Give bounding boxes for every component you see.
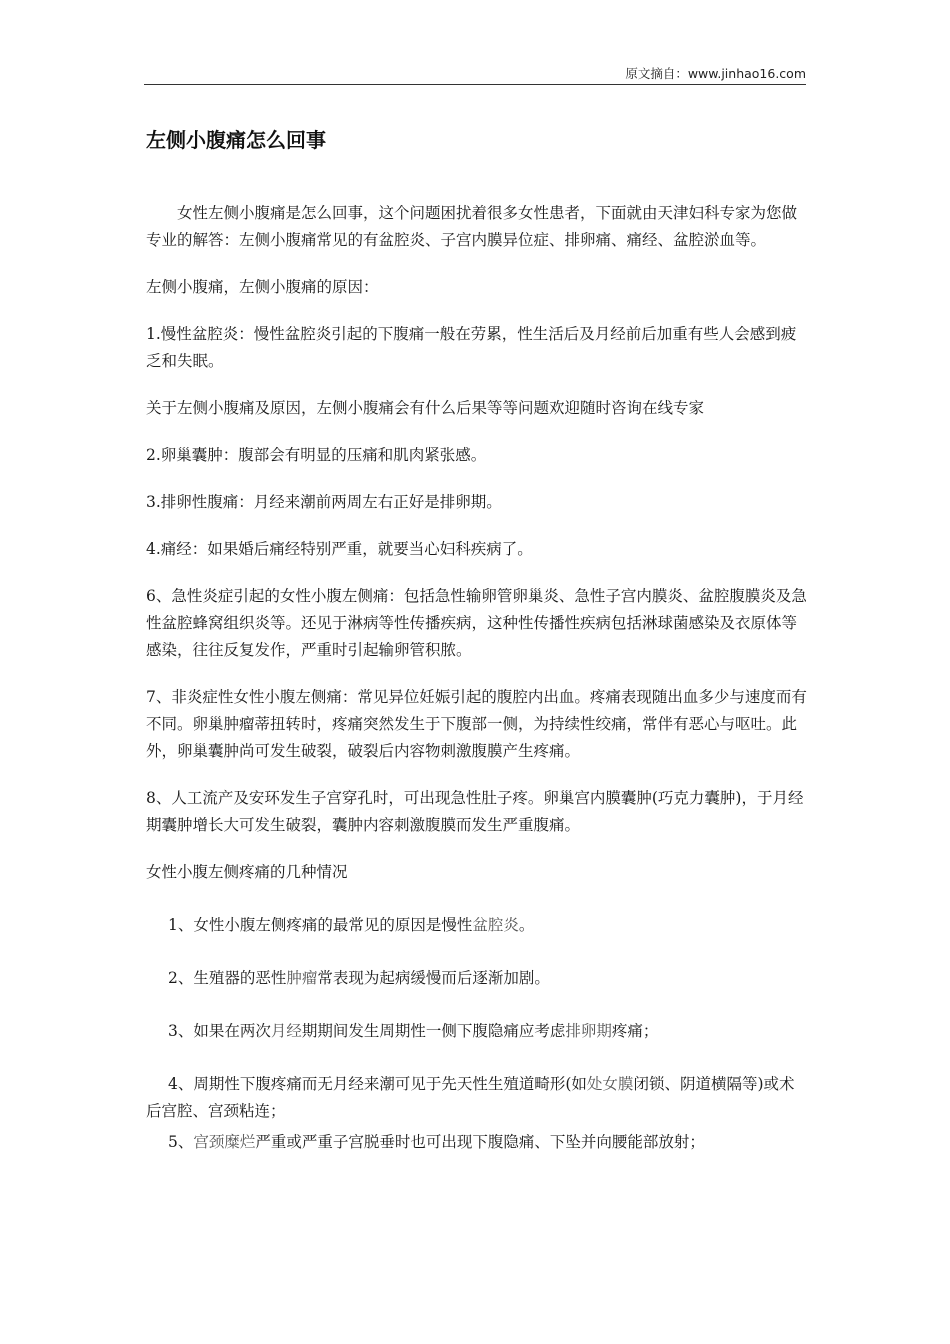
paragraph-item-4: 4.痛经：如果婚后痛经特别严重，就要当心妇科疾病了。: [146, 540, 533, 558]
paragraph-cause-heading: 左侧小腹痛，左侧小腹痛的原因：: [146, 278, 379, 296]
paragraph-item-8: 8、人工流产及安环发生子宫穿孔时，可出现急性肚子疼。卵巢宫内膜囊肿(巧克力囊肿)，于月经期囊肿增长大可发生破裂，囊肿内容刺激腹膜而发生严重腹痛。: [146, 789, 804, 834]
paragraph-intro: 女性左侧小腹痛是怎么回事，这个问题困扰着很多女性患者，下面就由天津妇科专家为您做专业的解答：左侧小腹痛常见的有盆腔炎、子宫内膜异位症、排卵痛、痛经、盆腔淤血等。: [146, 204, 798, 249]
keyword-link[interactable]: 盆腔炎: [472, 916, 519, 934]
situation-5: [146, 1129, 808, 1156]
situation-4: [146, 1071, 808, 1125]
header-divider: [144, 84, 806, 85]
page-title: 左侧小腹痛怎么回事: [146, 128, 326, 152]
situation-3: [146, 1018, 808, 1045]
keyword-link[interactable]: 宫颈糜烂: [193, 1133, 256, 1151]
paragraph-item-3: 3.排卵性腹痛：月经来潮前两周左右正好是排卵期。: [146, 493, 502, 511]
situation-2: [146, 965, 808, 992]
document-body: [146, 200, 808, 1156]
situation-3-text-mid: 期期间发生周期性一侧下腹隐痛应考虑: [301, 1022, 566, 1040]
paragraph-item-7: 7、非炎症性女性小腹左侧痛：常见异位妊娠引起的腹腔内出血。疼痛表现随出血多少与速度而有不同。卵巢肿瘤蒂扭转时，疼痛突然发生于下腹部一侧，为持续性绞痛，常伴有恶心与呕吐。此外，卵巢囊肿尚可发生破裂，破裂后内容物刺激腹膜产生疼痛。: [146, 688, 807, 760]
situation-4-text: 4、周期性下腹疼痛而无月经来潮可见于先天性生殖道畸形(如: [168, 1075, 587, 1093]
paragraph-situations-heading: 女性小腹左侧疼痛的几种情况: [146, 863, 348, 881]
paragraph-item-6: 6、急性炎症引起的女性小腹左侧痛：包括急性输卵管卵巢炎、急性子宫内膜炎、盆腔腹膜炎及急性盆腔蜂窝组织炎等。还见于淋病等性传播疾病，这种性传播性疾病包括淋球菌感染及衣原体等感染，往往反复发作，严重时引起输卵管积脓。: [146, 587, 807, 659]
paragraph-consult: 关于左侧小腹痛及原因，左侧小腹痛会有什么后果等等问题欢迎随时咨询在线专家: [146, 399, 705, 417]
situation-1-text-end: 。: [518, 916, 535, 934]
keyword-link[interactable]: 肿瘤: [286, 969, 318, 987]
situation-1-text: 1、女性小腹左侧疼痛的最常见的原因是慢性: [168, 916, 473, 934]
situation-5-text-end: 严重或严重子宫脱垂时也可出现下腹隐痛、下坠并向腰能部放射；: [255, 1133, 705, 1151]
situation-2-text: 2、生殖器的恶性: [168, 969, 287, 987]
situation-1: [146, 912, 808, 939]
keyword-link[interactable]: 排卵期: [565, 1022, 612, 1040]
situation-3-text: 3、如果在两次: [168, 1022, 271, 1040]
keyword-link[interactable]: 处女膜: [586, 1075, 634, 1093]
situation-4-text-end: 闭锁、阴道横隔等)或术后宫腔、宫颈粘连；: [146, 1075, 795, 1120]
paragraph-item-2: 2.卵巢囊肿：腹部会有明显的压痛和肌肉紧张感。: [146, 446, 487, 464]
situation-3-text-end: 疼痛；: [611, 1022, 659, 1040]
situation-2-text-end: 常表现为起病缓慢而后逐渐加剧。: [317, 969, 550, 987]
header-source: 原文摘自：www.jinhao16.com: [625, 66, 806, 81]
paragraph-item-1: 1.慢性盆腔炎：慢性盆腔炎引起的下腹痛一般在劳累，性生活后及月经前后加重有些人会感到疲乏和失眠。: [146, 325, 797, 370]
situation-5-text: 5、: [168, 1133, 194, 1151]
keyword-link[interactable]: 月经: [270, 1022, 302, 1040]
